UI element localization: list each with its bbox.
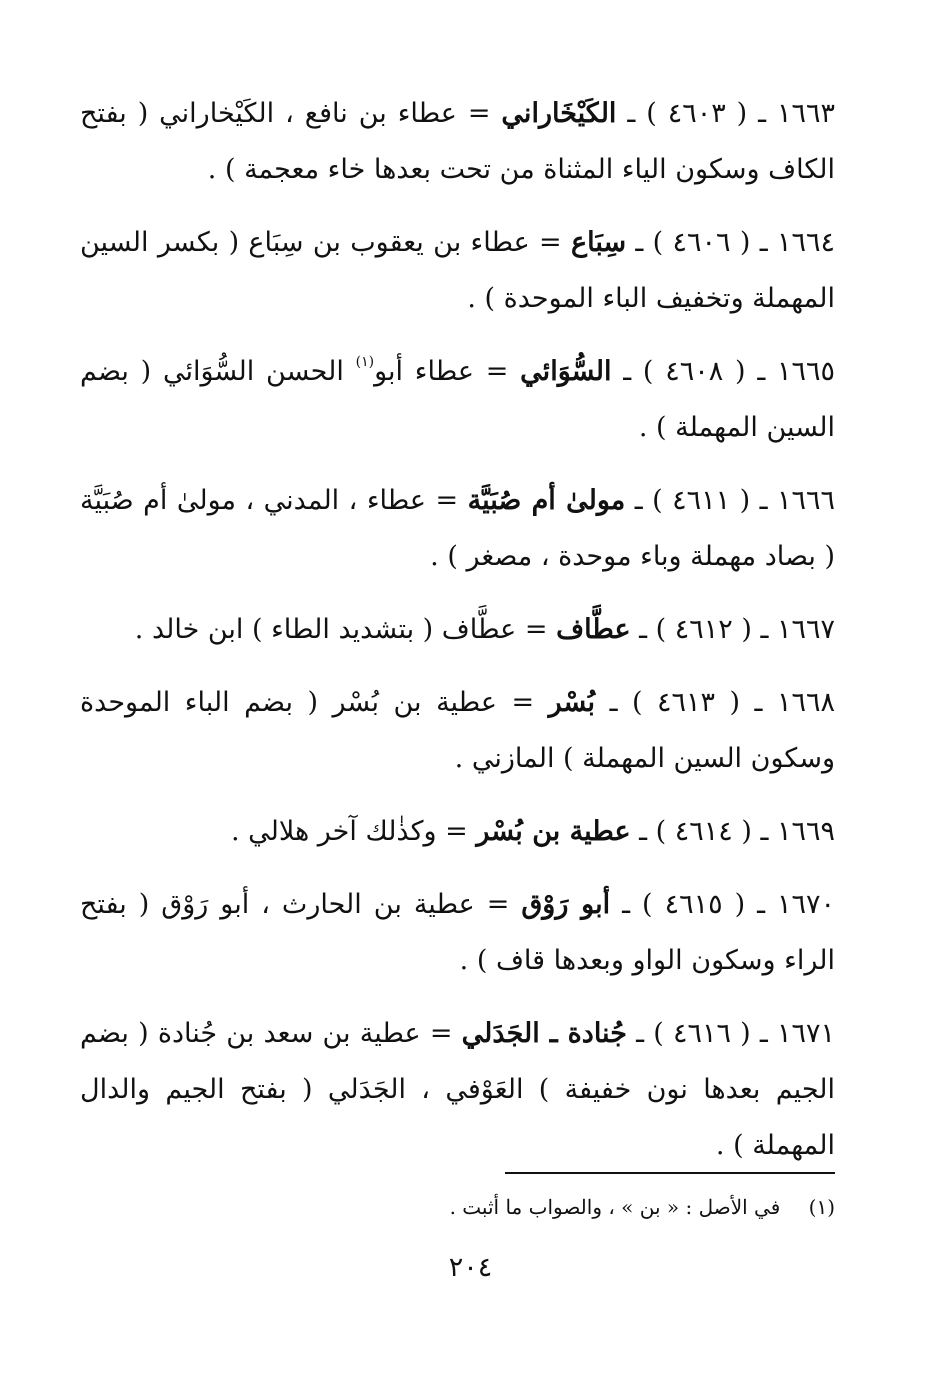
- entry-ref: ( ٤٦١١ ): [652, 485, 751, 516]
- entry-number: ١٦٦٤: [776, 227, 835, 258]
- entry-headword: السُّوَائي: [520, 356, 612, 387]
- entry-headword: سِبَاع: [571, 227, 627, 258]
- entry-ref: ( ٤٦١٤ ): [655, 816, 752, 847]
- entry-1664: ١٦٦٤ ـ ( ٤٦٠٦ ) ـ سِبَاع = عطاء بن يعقوب بن سِبَاع ( بكسر السين المهملة وتخفيف الباء الموحدة ) .: [80, 227, 835, 314]
- entry-1670: ١٦٧٠ ـ ( ٤٦١٥ ) ـ أبو رَوْق = عطية بن الحارث ، أبو رَوْق ( بفتح الراء وسكون الواو وبعدها قاف ) .: [80, 889, 836, 976]
- footnote-reference[interactable]: (١): [355, 354, 375, 370]
- entry-number: ١٦٦٦: [777, 485, 836, 516]
- entry-text: = عطاء ، المدني ، مولىٰ أم صُبَيَّة ( بصاد مهملة وباء موحدة ، مصغر ) .: [80, 485, 835, 572]
- entry-headword: عطَّاف: [556, 614, 631, 645]
- page-number: ٢٠٤: [448, 1252, 493, 1283]
- entry-1669: ١٦٦٩ ـ ( ٤٦١٤ ) ـ عطية بن بُسْر = وكذٰلك آخر هلالي .: [230, 816, 835, 847]
- entries-list: [80, 86, 835, 1191]
- entry-number: ١٦٧١: [776, 1018, 835, 1049]
- entry-1671: ١٦٧١ ـ ( ٤٦١٦ ) ـ جُنادة ـ الجَدَلي = عطية بن سعد بن جُنادة ( بضم الجيم بعدها نون خفيفة ) العَوْفي ، الجَدَلي ( بفتح الجيم والدال المهملة ) .: [80, 1018, 835, 1161]
- footnote-divider: [505, 1172, 835, 1174]
- entry-1665: ١٦٦٥ ـ ( ٤٦٠٨ ) ـ السُّوَائي = عطاء أبو$^{(١)}$ الحسن السُّوَائي ( بضم السين المهملة ) .: [80, 354, 836, 443]
- entry-headword: بُسْر: [548, 687, 596, 718]
- entry-text: = عطية بن سعد بن جُنادة ( بضم الجيم بعدها نون خفيفة ) العَوْفي ، الجَدَلي ( بفتح الجيم والدال المهملة ) .: [80, 1018, 835, 1161]
- entry-text: الحسن السُّوَائي ( بضم السين المهملة ) .: [80, 356, 835, 443]
- entry-number: ١٦٦٥: [777, 356, 836, 387]
- entry-text: = وكذٰلك آخر هلالي .: [230, 816, 468, 847]
- entry-text: = عطَّاف ( بتشديد الطاء ) ابن خالد .: [134, 614, 548, 645]
- entry-ref: ( ٤٦١٥ ): [642, 889, 746, 920]
- entry-text-before-note: = عطاء أبو: [374, 356, 509, 387]
- entry-1666: ١٦٦٦ ـ ( ٤٦١١ ) ـ مولىٰ أم صُبَيَّة = عطاء ، المدني ، مولىٰ أم صُبَيَّة ( بصاد مهملة وباء موحدة ، مصغر ) .: [80, 485, 836, 572]
- entry-ref: ( ٤٦١٦ ): [653, 1018, 751, 1049]
- entry-1663: ١٦٦٣ ـ ( ٤٦٠٣ ) ـ الكَيْخَاراني = عطاء بن نافع ، الكَيْخاراني ( بفتح الكاف وسكون الياء المثناة من تحت بعدها خاء معجمة ) .: [80, 98, 836, 185]
- entry-ref: ( ٤٦١٢ ): [655, 614, 752, 645]
- entry-headword: مولىٰ أم صُبَيَّة: [467, 485, 626, 516]
- entry-text: = عطاء بن يعقوب بن سِبَاع ( بكسر السين المهملة وتخفيف الباء الموحدة ) .: [80, 227, 835, 314]
- entry-number: ١٦٦٧: [776, 614, 835, 645]
- footnote-mark: (١): [808, 1195, 835, 1219]
- entry-number: ١٦٦٣: [777, 98, 836, 129]
- entry-ref: ( ٤٦٠٦ ): [652, 227, 751, 258]
- footnote: [450, 1190, 835, 1224]
- entry-text: = عطية بن بُسْر ( بضم الباء الموحدة وسكون السين المهملة ) المازني .: [80, 687, 835, 774]
- entry-number: ١٦٧٠: [777, 889, 836, 920]
- entry-headword: عطية بن بُسْر: [476, 816, 631, 847]
- entry-headword: الكَيْخَاراني: [501, 98, 617, 129]
- entry-number: ١٦٦٩: [776, 816, 835, 847]
- entry-1668: ١٦٦٨ ـ ( ٤٦١٣ ) ـ بُسْر = عطية بن بُسْر ( بضم الباء الموحدة وسكون السين المهملة ) المازني .: [80, 687, 835, 774]
- entry-text: = عطاء بن نافع ، الكَيْخاراني ( بفتح الكاف وسكون الياء المثناة من تحت بعدها خاء معجمة ) .: [80, 98, 835, 185]
- entry-text: = عطية بن الحارث ، أبو رَوْق ( بفتح الراء وسكون الواو وبعدها قاف ) .: [80, 889, 835, 976]
- entry-ref: ( ٤٦٠٣ ): [646, 98, 748, 129]
- entry-ref: ( ٤٦١٣ ): [631, 687, 741, 718]
- entry-number: ١٦٦٨: [776, 687, 835, 718]
- entry-ref: ( ٤٦٠٨ ): [642, 356, 746, 387]
- entry-headword: أبو رَوْق: [521, 889, 611, 920]
- entry-headword: جُنادة ـ الجَدَلي: [461, 1018, 627, 1049]
- entry-1667: ١٦٦٧ ـ ( ٤٦١٢ ) ـ عطَّاف = عطَّاف ( بتشديد الطاء ) ابن خالد .: [134, 614, 835, 645]
- footnote-text: في الأصل : « بن » ، والصواب ما أثبت .: [449, 1195, 781, 1219]
